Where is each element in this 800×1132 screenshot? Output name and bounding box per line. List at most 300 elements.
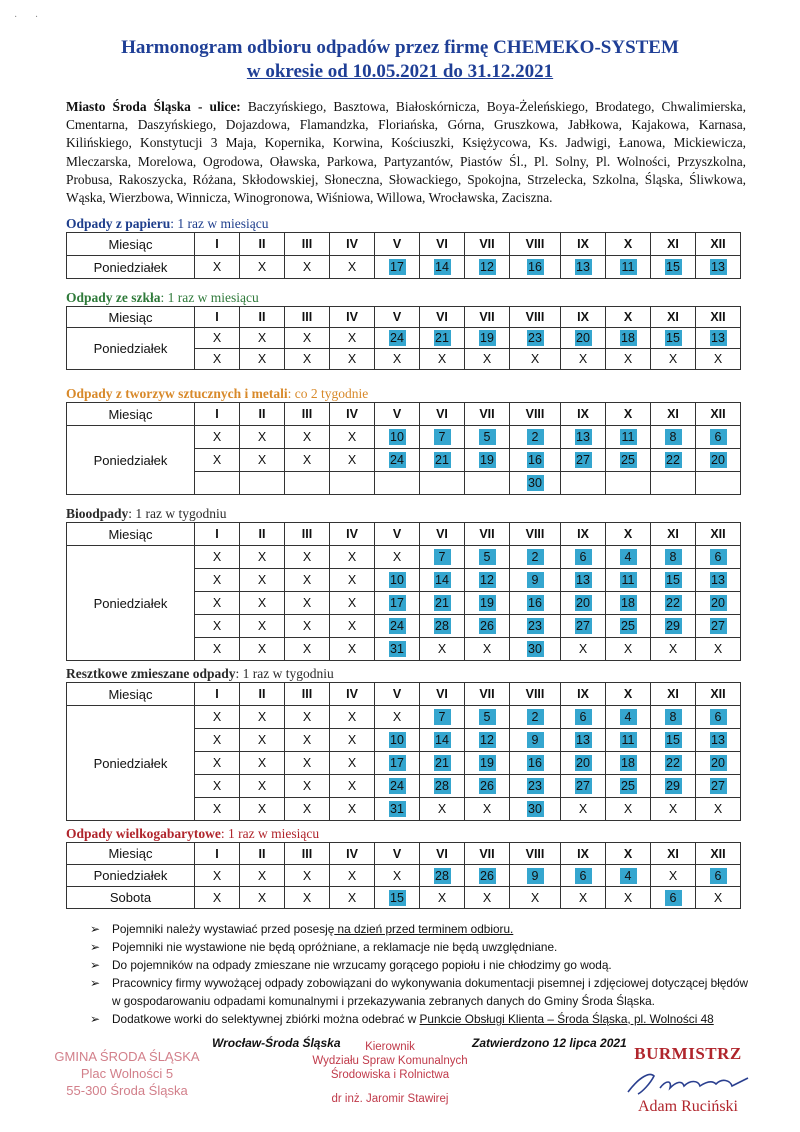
- arrow-icon: ➢: [90, 1012, 100, 1026]
- schedule-cell: [606, 615, 651, 638]
- pickup-date: 8: [665, 709, 682, 725]
- schedule-cell: [420, 256, 465, 279]
- pickup-date: 23: [528, 619, 542, 633]
- schedule-cell: [375, 706, 420, 729]
- no-pickup-mark: X: [668, 868, 678, 883]
- schedule-cell: [561, 472, 606, 495]
- schedule-cell: [606, 638, 651, 661]
- month-header: III: [285, 307, 330, 328]
- schedule-cell: [375, 752, 420, 775]
- pickup-date: 17: [390, 756, 404, 770]
- table-header-row: [67, 307, 741, 328]
- no-pickup-mark: X: [257, 573, 267, 587]
- month-header: VI: [420, 403, 465, 426]
- schedule-cell: [651, 472, 696, 495]
- weekday-label: Sobota: [67, 887, 195, 909]
- pickup-date: 28: [435, 619, 449, 633]
- no-pickup-mark: X: [257, 868, 267, 883]
- document-title: Harmonogram odbioru odpadów przez firmę CHEMEKO-SYSTEM: [121, 37, 679, 58]
- schedule-cell: [651, 638, 696, 661]
- schedule-cell: [465, 426, 510, 449]
- month-header: XI: [651, 683, 696, 706]
- schedule-cell: [651, 256, 696, 279]
- no-pickup-mark: X: [212, 331, 222, 345]
- pickup-date: 13: [711, 573, 725, 587]
- month-header: X: [606, 843, 651, 865]
- schedule-cell: [240, 426, 285, 449]
- schedule-cell: [330, 865, 375, 887]
- pickup-date: 5: [479, 709, 496, 725]
- no-pickup-mark: X: [713, 802, 723, 816]
- schedule-cell: [285, 729, 330, 752]
- pickup-date: 18: [621, 756, 635, 770]
- schedule-cell: [510, 472, 561, 495]
- section-title-glass: Odpady ze szkła: 1 raz w miesiącu: [66, 290, 259, 305]
- no-pickup-mark: X: [437, 352, 447, 366]
- schedule-cell: [606, 706, 651, 729]
- schedule-cell: [510, 752, 561, 775]
- schedule-cell: [420, 775, 465, 798]
- month-column-label: Miesiąc: [67, 403, 195, 426]
- month-header: V: [375, 683, 420, 706]
- schedule-cell: [195, 328, 240, 349]
- schedule-cell: [465, 706, 510, 729]
- schedule-cell: [420, 887, 465, 909]
- month-header: IX: [561, 843, 606, 865]
- schedule-cell: [285, 546, 330, 569]
- schedule-cell: [420, 615, 465, 638]
- pickup-date: 21: [435, 331, 449, 345]
- schedule-cell: [285, 887, 330, 909]
- pickup-date: 27: [711, 619, 725, 633]
- no-pickup-mark: X: [212, 573, 222, 587]
- note-item: ➢ Pracownicy firmy wywożącej odpady zobowiązani do wykonywania dokumentacji pisemnej i zdjęciowej dotyczącej błędów w gospodarowaniu odpadami komunalnymi i przekazywania zebranych danych do Gminy Środa Śląska.: [90, 976, 749, 1008]
- pickup-date: 25: [621, 619, 635, 633]
- no-pickup-mark: X: [482, 802, 492, 816]
- pickup-date: 28: [435, 779, 449, 793]
- month-header: XI: [651, 233, 696, 256]
- month-column-label: Miesiąc: [67, 843, 195, 865]
- pickup-date: 30: [528, 476, 542, 490]
- pickup-date: 16: [528, 453, 542, 467]
- pickup-date: 13: [711, 260, 725, 274]
- schedule-cell: [285, 449, 330, 472]
- no-pickup-mark: X: [212, 756, 222, 770]
- pickup-date: 10: [390, 733, 404, 747]
- pickup-date: 6: [575, 868, 592, 884]
- schedule-cell: [696, 569, 741, 592]
- schedule-table-paper: [66, 232, 741, 279]
- schedule-cell: [651, 706, 696, 729]
- schedule-cell: [606, 328, 651, 349]
- month-header: V: [375, 307, 420, 328]
- schedule-cell: [696, 592, 741, 615]
- no-pickup-mark: X: [212, 802, 222, 816]
- no-pickup-mark: X: [212, 430, 222, 444]
- schedule-cell: [465, 887, 510, 909]
- schedule-cell: [510, 426, 561, 449]
- table-header-row: [67, 683, 741, 706]
- month-header: IX: [561, 523, 606, 546]
- pickup-date: 30: [528, 642, 542, 656]
- schedule-cell: [606, 865, 651, 887]
- schedule-cell: [606, 798, 651, 821]
- schedule-cell: [195, 349, 240, 370]
- schedule-cell: [465, 256, 510, 279]
- schedule-cell: [195, 638, 240, 661]
- schedule-cell: [651, 775, 696, 798]
- pickup-date: 24: [390, 331, 404, 345]
- schedule-cell: [420, 349, 465, 370]
- no-pickup-mark: X: [302, 550, 312, 564]
- pickup-date: 15: [666, 573, 680, 587]
- no-pickup-mark: X: [347, 453, 357, 467]
- month-header: V: [375, 403, 420, 426]
- schedule-cell: [195, 546, 240, 569]
- department-stamp: Kierownik Wydziału Spraw Komunalnych Środowiska i Rolnictwa dr inż. Jaromir Stawirej: [312, 1041, 468, 1105]
- weekday-label: Poniedziałek: [67, 546, 195, 661]
- no-pickup-mark: X: [392, 352, 402, 366]
- schedule-cell: [375, 472, 420, 495]
- schedule-cell: [651, 615, 696, 638]
- no-pickup-mark: X: [347, 890, 357, 905]
- schedule-cell: [696, 328, 741, 349]
- table-header-row: [67, 523, 741, 546]
- schedule-cell: [330, 449, 375, 472]
- table-row: [67, 256, 741, 279]
- footer-approval-date: Zatwierdzono 12 lipca 2021: [472, 1036, 627, 1050]
- schedule-cell: [195, 729, 240, 752]
- schedule-cell: [285, 328, 330, 349]
- no-pickup-mark: X: [212, 779, 222, 793]
- no-pickup-mark: X: [257, 550, 267, 564]
- schedule-cell: [651, 426, 696, 449]
- schedule-cell: [285, 706, 330, 729]
- schedule-cell: [606, 472, 651, 495]
- no-pickup-mark: X: [257, 642, 267, 656]
- schedule-cell: [375, 775, 420, 798]
- note-item: ➢ Do pojemników na odpady zmieszane nie wrzucamy gorącego popiołu i nie chłodzimy go wodą.: [90, 958, 612, 972]
- schedule-cell: [651, 569, 696, 592]
- schedule-cell: [285, 472, 330, 495]
- month-header: VII: [465, 233, 510, 256]
- pickup-date: 16: [528, 596, 542, 610]
- pickup-date: 2: [527, 549, 544, 565]
- streets-label: Miasto Środa Śląska - ulice:: [66, 99, 241, 114]
- schedule-cell: [510, 328, 561, 349]
- schedule-cell: [375, 426, 420, 449]
- month-header: IV: [330, 307, 375, 328]
- pickup-date: 22: [666, 596, 680, 610]
- pickup-date: 25: [621, 779, 635, 793]
- note-item: ➢ Dodatkowe worki do selektywnej zbiórki można odebrać w Punkcie Obsługi Klienta – Środa Śląska, pl. Wolności 48: [90, 1012, 714, 1026]
- pickup-date: 19: [480, 453, 494, 467]
- table-header-row: [67, 403, 741, 426]
- no-pickup-mark: X: [713, 642, 723, 656]
- pickup-date: 27: [576, 619, 590, 633]
- pickup-date: 16: [528, 756, 542, 770]
- no-pickup-mark: X: [530, 352, 540, 366]
- table-row: [67, 887, 741, 909]
- no-pickup-mark: X: [212, 596, 222, 610]
- pickup-date: 11: [620, 429, 637, 445]
- schedule-cell: [240, 546, 285, 569]
- pickup-date: 6: [575, 549, 592, 565]
- schedule-cell: [420, 472, 465, 495]
- schedule-cell: [696, 798, 741, 821]
- schedule-cell: [696, 706, 741, 729]
- schedule-cell: [696, 638, 741, 661]
- schedule-cell: [696, 615, 741, 638]
- schedule-cell: [561, 256, 606, 279]
- pickup-date: 28: [435, 868, 449, 883]
- pickup-date: 14: [435, 260, 449, 274]
- schedule-cell: [285, 798, 330, 821]
- month-header: III: [285, 843, 330, 865]
- month-header: X: [606, 307, 651, 328]
- month-header: III: [285, 683, 330, 706]
- no-pickup-mark: X: [347, 733, 357, 747]
- schedule-cell: [510, 865, 561, 887]
- schedule-cell: [240, 706, 285, 729]
- schedule-cell: [195, 887, 240, 909]
- no-pickup-mark: X: [257, 596, 267, 610]
- schedule-cell: [420, 592, 465, 615]
- month-header: II: [240, 523, 285, 546]
- schedule-cell: [330, 638, 375, 661]
- no-pickup-mark: X: [257, 733, 267, 747]
- pickup-date: 21: [435, 596, 449, 610]
- no-pickup-mark: X: [347, 619, 357, 633]
- pickup-date: 15: [390, 890, 404, 905]
- arrow-icon: ➢: [90, 976, 100, 990]
- schedule-cell: [651, 752, 696, 775]
- schedule-cell: [561, 752, 606, 775]
- table-row: [67, 865, 741, 887]
- schedule-cell: [195, 752, 240, 775]
- no-pickup-mark: X: [257, 453, 267, 467]
- month-header: IX: [561, 683, 606, 706]
- schedule-cell: [510, 449, 561, 472]
- pickup-date: 29: [666, 619, 680, 633]
- schedule-cell: [420, 569, 465, 592]
- pickup-date: 24: [390, 453, 404, 467]
- schedule-cell: [240, 638, 285, 661]
- pickup-date: 15: [666, 260, 680, 274]
- schedule-cell: [696, 426, 741, 449]
- no-pickup-mark: X: [257, 779, 267, 793]
- schedule-cell: [561, 569, 606, 592]
- schedule-cell: [651, 798, 696, 821]
- schedule-cell: [285, 752, 330, 775]
- no-pickup-mark: X: [302, 868, 312, 883]
- no-pickup-mark: X: [302, 453, 312, 467]
- schedule-cell: [465, 449, 510, 472]
- pickup-date: 22: [666, 756, 680, 770]
- schedule-cell: [285, 638, 330, 661]
- schedule-cell: [375, 615, 420, 638]
- no-pickup-mark: X: [257, 802, 267, 816]
- no-pickup-mark: X: [212, 352, 222, 366]
- no-pickup-mark: X: [482, 352, 492, 366]
- pickup-date: 6: [575, 709, 592, 725]
- pickup-date: 13: [576, 430, 590, 444]
- document-period: w okresie od 10.05.2021 do 31.12.2021: [246, 61, 554, 82]
- no-pickup-mark: X: [257, 352, 267, 366]
- no-pickup-mark: X: [257, 890, 267, 905]
- schedule-cell: [195, 256, 240, 279]
- schedule-table-plastic: [66, 402, 741, 495]
- month-header: X: [606, 233, 651, 256]
- no-pickup-mark: X: [302, 596, 312, 610]
- schedule-cell: [420, 729, 465, 752]
- schedule-cell: [606, 887, 651, 909]
- month-header: II: [240, 683, 285, 706]
- no-pickup-mark: X: [257, 260, 267, 274]
- month-column-label: Miesiąc: [67, 523, 195, 546]
- schedule-cell: [561, 546, 606, 569]
- no-pickup-mark: X: [212, 550, 222, 564]
- schedule-cell: [420, 706, 465, 729]
- schedule-cell: [285, 615, 330, 638]
- municipality-stamp: GMINA ŚRODA ŚLĄSKA Plac Wolności 5 55-300 Środa Śląska: [54, 1049, 200, 1098]
- schedule-cell: [510, 706, 561, 729]
- schedule-cell: [195, 426, 240, 449]
- month-header: VIII: [510, 233, 561, 256]
- arrow-icon: ➢: [90, 940, 100, 954]
- weekday-label: Poniedziałek: [67, 865, 195, 887]
- pickup-date: 25: [621, 453, 635, 467]
- pickup-date: 24: [390, 619, 404, 633]
- month-header: IX: [561, 307, 606, 328]
- no-pickup-mark: X: [212, 868, 222, 883]
- schedule-cell: [375, 865, 420, 887]
- no-pickup-mark: X: [347, 779, 357, 793]
- pickup-date: 18: [621, 331, 635, 345]
- no-pickup-mark: X: [347, 642, 357, 656]
- schedule-cell: [330, 706, 375, 729]
- month-header: VI: [420, 233, 465, 256]
- schedule-cell: [240, 256, 285, 279]
- schedule-cell: [330, 349, 375, 370]
- month-column-label: Miesiąc: [67, 307, 195, 328]
- schedule-cell: [465, 328, 510, 349]
- no-pickup-mark: X: [302, 756, 312, 770]
- no-pickup-mark: X: [302, 430, 312, 444]
- month-header: IV: [330, 523, 375, 546]
- no-pickup-mark: X: [302, 779, 312, 793]
- schedule-cell: [240, 865, 285, 887]
- month-header: XII: [696, 307, 741, 328]
- pickup-date: 14: [435, 733, 449, 747]
- schedule-cell: [696, 256, 741, 279]
- schedule-cell: [195, 615, 240, 638]
- month-header: VII: [465, 843, 510, 865]
- schedule-cell: [465, 472, 510, 495]
- no-pickup-mark: X: [302, 331, 312, 345]
- no-pickup-mark: X: [347, 430, 357, 444]
- section-title-paper: Odpady z papieru: 1 raz w miesiącu: [66, 216, 269, 231]
- no-pickup-mark: X: [257, 619, 267, 633]
- no-pickup-mark: X: [302, 260, 312, 274]
- schedule-cell: [375, 798, 420, 821]
- month-header: VIII: [510, 307, 561, 328]
- month-header: VI: [420, 843, 465, 865]
- month-header: IX: [561, 403, 606, 426]
- schedule-cell: [285, 569, 330, 592]
- pickup-date: 26: [480, 779, 494, 793]
- no-pickup-mark: X: [668, 642, 678, 656]
- schedule-cell: [330, 729, 375, 752]
- schedule-cell: [285, 775, 330, 798]
- schedule-cell: [375, 729, 420, 752]
- schedule-cell: [375, 638, 420, 661]
- no-pickup-mark: X: [212, 890, 222, 905]
- schedule-cell: [330, 546, 375, 569]
- month-header: XI: [651, 403, 696, 426]
- note-item: ➢ Pojemniki nie wystawione nie będą opróżniane, a reklamacje nie będą uwzględniane.: [90, 940, 558, 954]
- schedule-cell: [561, 798, 606, 821]
- month-header: I: [195, 403, 240, 426]
- schedule-cell: [696, 449, 741, 472]
- schedule-cell: [420, 328, 465, 349]
- schedule-cell: [330, 615, 375, 638]
- no-pickup-mark: X: [578, 642, 588, 656]
- no-pickup-mark: X: [713, 890, 723, 905]
- schedule-cell: [561, 729, 606, 752]
- pickup-date: 27: [711, 779, 725, 793]
- no-pickup-mark: X: [212, 260, 222, 274]
- pickup-date: 20: [576, 331, 590, 345]
- schedule-cell: [561, 706, 606, 729]
- schedule-cell: [561, 349, 606, 370]
- pickup-date: 30: [528, 802, 542, 816]
- schedule-cell: [561, 426, 606, 449]
- schedule-cell: [561, 328, 606, 349]
- pickup-date: 11: [620, 572, 637, 588]
- schedule-cell: [240, 775, 285, 798]
- schedule-cell: [195, 449, 240, 472]
- streets-paragraph: [66, 98, 746, 207]
- section-title-bio: Bioodpady: 1 raz w tygodniu: [66, 506, 227, 521]
- schedule-table-glass: [66, 306, 741, 370]
- schedule-cell: [195, 569, 240, 592]
- pickup-date: 12: [480, 260, 494, 274]
- table-row: [67, 328, 741, 349]
- no-pickup-mark: X: [302, 890, 312, 905]
- schedule-cell: [606, 775, 651, 798]
- schedule-cell: [240, 752, 285, 775]
- schedule-cell: [195, 706, 240, 729]
- schedule-cell: [606, 569, 651, 592]
- pickup-date: 20: [576, 756, 590, 770]
- schedule-cell: [375, 887, 420, 909]
- month-header: I: [195, 843, 240, 865]
- schedule-cell: [420, 752, 465, 775]
- no-pickup-mark: X: [347, 331, 357, 345]
- no-pickup-mark: X: [302, 352, 312, 366]
- signature-icon: [620, 1066, 760, 1100]
- no-pickup-mark: X: [257, 331, 267, 345]
- month-header: VIII: [510, 843, 561, 865]
- schedule-cell: [330, 472, 375, 495]
- schedule-cell: [285, 256, 330, 279]
- no-pickup-mark: X: [623, 642, 633, 656]
- schedule-cell: [330, 426, 375, 449]
- schedule-cell: [330, 887, 375, 909]
- schedule-cell: [285, 349, 330, 370]
- schedule-cell: [330, 798, 375, 821]
